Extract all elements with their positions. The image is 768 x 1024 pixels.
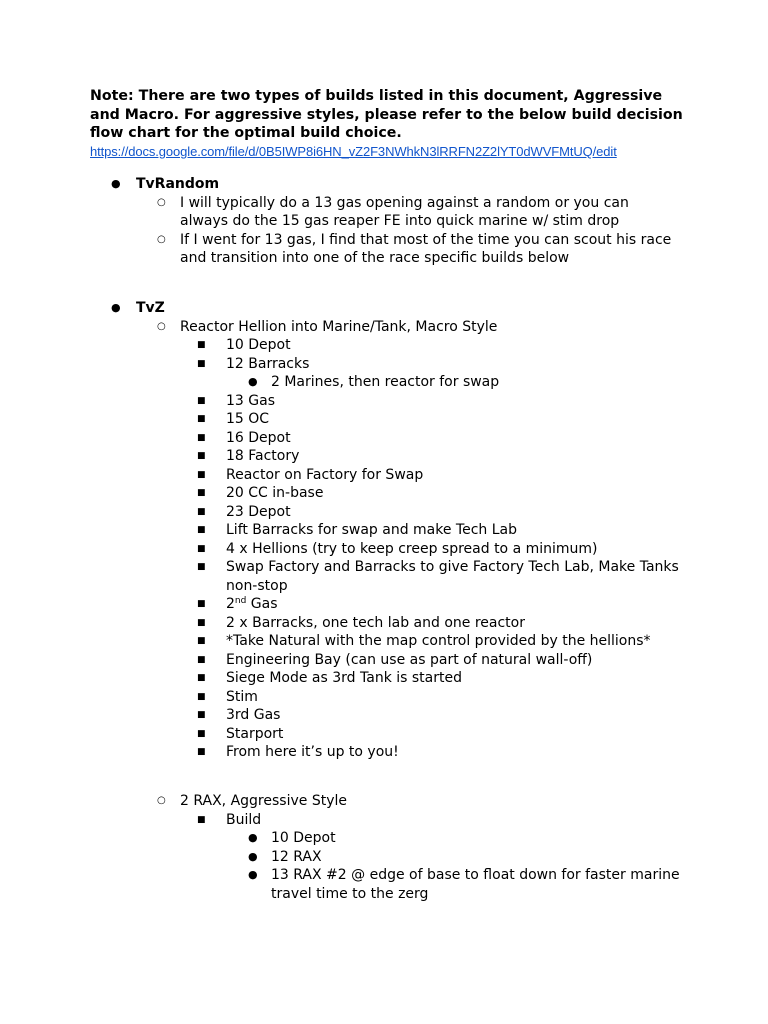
build-step-text: 10 Depot [226,337,291,353]
bullet-square-icon: ■ [197,395,206,406]
build-step-text: 18 Factory [226,448,300,464]
build-label: Build [226,811,262,828]
bullet-square-icon: ■ [197,451,206,461]
section-title-tvrandom: TvRandom [136,176,220,192]
build-step [0,392,768,411]
build-step-text: Swap Factory and Barracks to give Factory Tech Lab, Make Tanks non-stop [226,559,679,594]
bullet-square-icon: ■ [197,414,206,424]
bullet-square-icon: ■ [197,432,206,443]
intro-note [90,87,690,161]
build-step [0,336,768,355]
bullet-circle-icon: ○ [157,196,166,208]
build-step-text: 3rd Gas [226,707,281,723]
build-title-macro: Reactor Hellion into Marine/Tank, Macro Style [180,318,498,335]
build-step [0,540,768,559]
bullet-disc-icon: ● [248,868,258,881]
bullet-square-icon: ■ [197,747,206,757]
bullet-disc-icon: ● [248,375,258,388]
bullet-disc-icon: ● [111,177,121,190]
build-step [0,410,768,429]
build-step-text: From here it’s up to you! [226,744,399,760]
build-substep [0,866,768,903]
bullet-square-icon: ■ [197,340,206,350]
section-tvrandom [0,175,768,268]
bullet-circle-icon: ○ [157,233,166,245]
bullet-square-icon: ■ [197,617,206,628]
build-step-text: 2 x Barracks, one tech lab and one reactor [226,614,525,631]
list-item-text: If I went for 13 gas, I find that most of the time you can scout his race and transition into one of the race specific builds below [180,231,672,266]
section-heading-row [0,175,768,194]
list-item-text: I will typically do a 13 gas opening against a random or you can always do the 15 gas reaper FE into quick marine w/ stim drop [180,194,629,229]
flowchart-link[interactable]: https://docs.google.com/file/d/0B5IWP8i6HN_vZ2F3NWhkN3lRRFN2Z2lYT0dWVFMtUQ/edit [90,143,617,159]
section-heading-row [0,299,768,318]
bullet-square-icon: ■ [197,636,206,646]
build-substep-text: 12 RAX [271,848,322,865]
bullet-square-icon: ■ [197,525,206,535]
build-step [0,503,768,522]
build-step-text: Lift Barracks for swap and make Tech Lab [226,522,517,538]
section-title-tvz: TvZ [136,300,165,316]
bullet-square-icon: ■ [197,599,206,609]
list-item [0,231,768,268]
build-substep [0,848,768,867]
build-substep-text: 10 Depot [271,830,336,846]
build-step-second-gas [226,595,686,614]
intro-note-text: Note: There are two types of builds listed in this document, Aggressive and Macro. For aggressive styles, please refer to the below build decision flow chart for the optimal build choice. [90,88,683,142]
bullet-square-icon: ■ [197,673,206,683]
build-step [0,669,768,688]
bullet-square-icon: ■ [197,710,206,720]
build-step-text: 20 CC in-base [226,485,324,501]
build-step [0,614,768,633]
build-step-text: Engineering Bay (can use as part of natural wall-off) [226,651,593,668]
bullet-disc-icon: ● [248,849,258,863]
build-step-text: *Take Natural with the map control provided by the hellions* [226,633,651,649]
bullet-square-icon: ■ [197,654,206,665]
build-step [0,725,768,744]
build-step-text: 16 Depot [226,429,291,446]
list-item [0,194,768,231]
build-step [0,447,768,466]
build-title-row [0,318,768,337]
build-step [0,632,768,651]
build-substep-text: 2 Marines, then reactor for swap [271,374,500,390]
build-title-aggressive: 2 RAX, Aggressive Style [180,793,347,809]
second-gas-label: Gas [250,596,278,612]
build-step-text: 13 Gas [226,392,275,409]
build-step-text: Starport [226,725,284,742]
build-step-text: 4 x Hellions (try to keep creep spread to a minimum) [226,540,598,557]
build-step-text: 23 Depot [226,503,291,520]
bullet-square-icon: ■ [197,728,206,739]
section-tvz [0,299,768,762]
build-substep [0,829,768,848]
build-step [0,466,768,485]
bullet-circle-icon: ○ [157,795,166,806]
bullet-square-icon: ■ [197,543,206,554]
build-step [0,743,768,762]
bullet-square-icon: ■ [197,358,206,369]
build-step [0,521,768,540]
section-2rax [0,792,768,903]
bullet-disc-icon: ● [248,831,258,844]
build-step [0,688,768,707]
bullet-disc-icon: ● [111,301,121,314]
ordinal-suffix: nd [234,596,247,606]
build-step [0,484,768,503]
build-step [0,355,768,374]
build-step-text: Stim [226,688,258,705]
build-step-text: 12 Barracks [226,355,310,372]
build-substep-text: 13 RAX #2 @ edge of base to float down for faster marine travel time to the zerg [271,867,680,902]
build-step [0,651,768,670]
bullet-square-icon: ■ [197,562,206,572]
bullet-square-icon: ■ [197,488,206,498]
build-substep [0,373,768,392]
build-step [0,558,768,595]
build-step [0,595,768,614]
build-step [0,706,768,725]
build-step-text: Siege Mode as 3rd Tank is started [226,670,462,686]
build-title-row [0,792,768,811]
bullet-square-icon: ■ [197,469,206,480]
build-step [0,429,768,448]
build-step-text: Reactor on Factory for Swap [226,466,424,483]
build-step [0,811,768,830]
ordinal-number: 2 [226,596,235,612]
bullet-circle-icon: ○ [157,320,166,332]
bullet-square-icon: ■ [197,814,206,825]
bullet-square-icon: ■ [197,691,206,702]
bullet-square-icon: ■ [197,506,206,517]
build-step-text: 15 OC [226,411,270,427]
